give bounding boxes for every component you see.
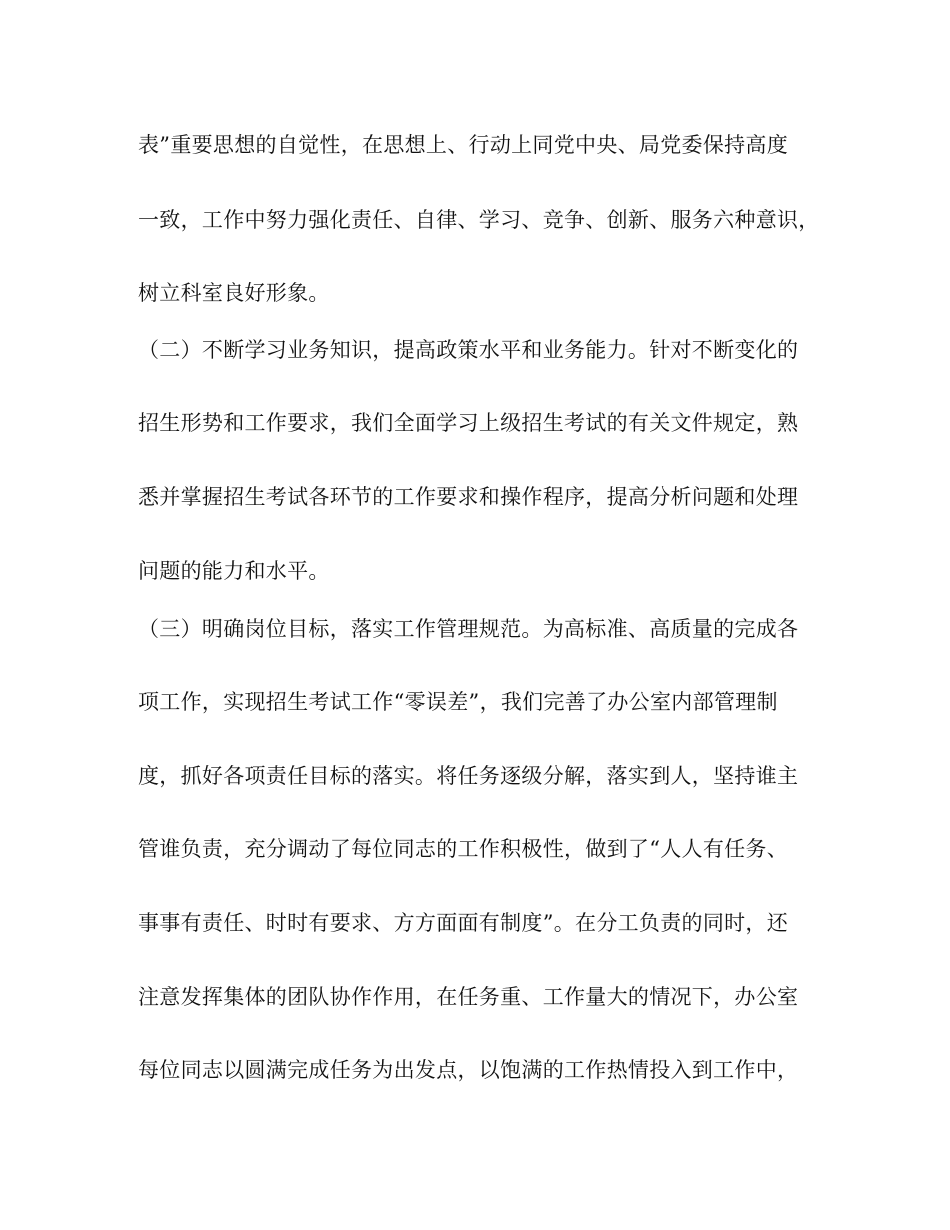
text-line: 事事有责任、时时有要求、方方面面有制度”。在分工负责的同时，还 (138, 911, 789, 935)
text-line: 表”重要思想的自觉性，在思想上、行动上同党中央、局党委保持高度 (138, 133, 789, 157)
text-line: 每位同志以圆满完成任务为出发点，以饱满的工作热情投入到工作中， (138, 1058, 799, 1082)
text-line: （三）明确岗位目标，落实工作管理规范。为高标准、高质量的完成各 (138, 617, 799, 641)
text-line: 悉并掌握招生考试各环节的工作要求和操作程序，提高分析问题和处理 (138, 485, 799, 509)
text-line: 注意发挥集体的团队协作作用，在任务重、工作量大的情况下，办公室 (138, 985, 799, 1009)
text-line: 树立科室良好形象。 (138, 281, 330, 305)
text-line: 项工作，实现招生考试工作“零误差”，我们完善了办公室内部管理制 (138, 690, 778, 714)
text-line: 管谁负责，充分调动了每位同志的工作积极性，做到了“人人有任务、 (138, 837, 789, 861)
text-line: 招生形势和工作要求，我们全面学习上级招生考试的有关文件规定，熟 (138, 411, 799, 435)
text-line: 问题的能力和水平。 (138, 559, 330, 583)
text-line: （二）不断学习业务知识，提高政策水平和业务能力。针对不断变化的 (138, 338, 799, 362)
text-line: 一致，工作中努力强化责任、自律、学习、竞争、创新、服务六种意识， (138, 208, 820, 232)
text-line: 度，抓好各项责任目标的落实。将任务逐级分解，落实到人，坚持谁主 (138, 764, 799, 788)
